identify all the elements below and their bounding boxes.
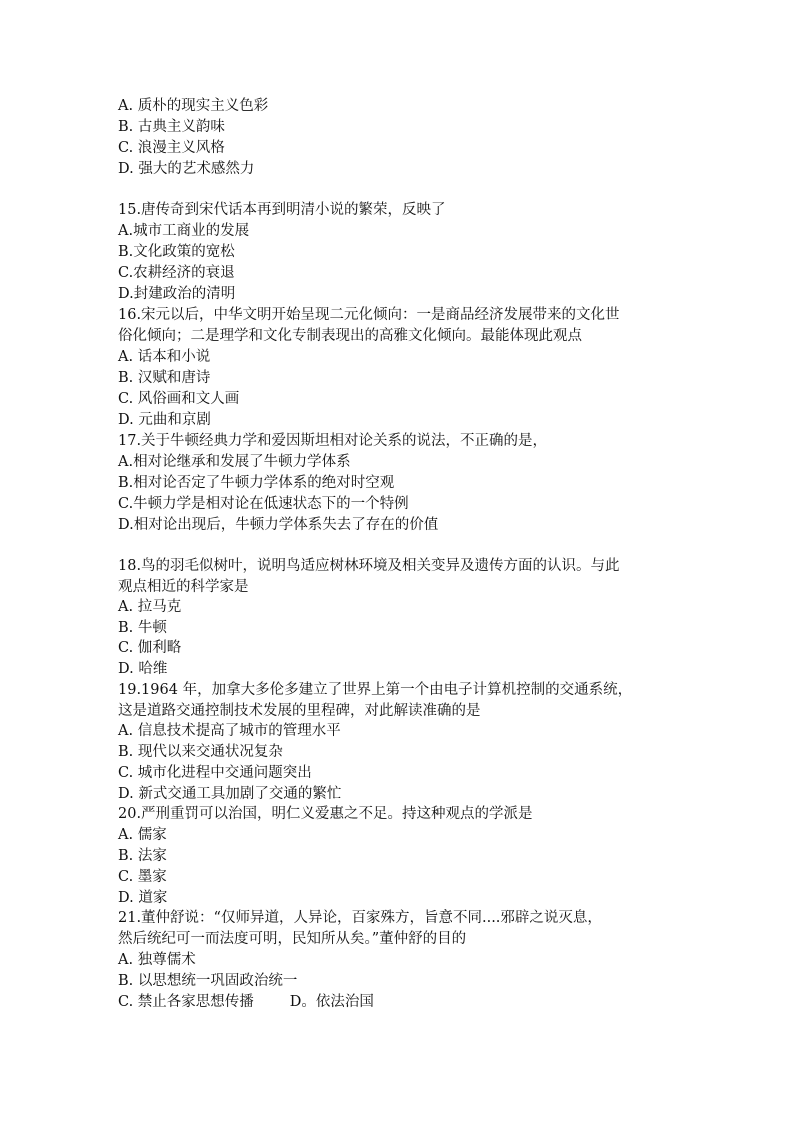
q16-option-b: B. 汉赋和唐诗 [118, 370, 211, 386]
q21-stem-line1: 21.董仲舒说：“仅师异道，人异论，百家殊方，旨意不同....邪辟之说灭息， [118, 910, 602, 926]
q19-option-a: A. 信息技术提高了城市的管理水平 [118, 723, 341, 739]
q21-option-b: B. 以思想统一巩固政治统一 [118, 973, 298, 989]
q18-option-c: C. 伽利略 [118, 640, 182, 656]
q20-option-d: D. 道家 [118, 890, 168, 906]
q21-option-a: A. 独尊儒术 [118, 952, 196, 968]
q18-stem-line2: 观点相近的科学家是 [118, 579, 249, 595]
q15-option-c: C.农耕经济的衰退 [118, 265, 235, 281]
q17-option-a: A.相对论继承和发展了牛顿力学体系 [118, 454, 351, 470]
q16-option-a: A. 话本和小说 [118, 349, 211, 365]
q19-option-c: C. 城市化进程中交通问题突出 [118, 765, 312, 781]
q16-stem-line2: 俗化倾向；二是理学和文化专制表现出的高雅文化倾向。最能体现此观点 [118, 328, 582, 344]
q14-option-d: D. 强大的艺术感然力 [118, 161, 255, 177]
q20-stem: 20.严刑重罚可以治国，明仁义爱惠之不足。持这种观点的学派是 [118, 806, 533, 822]
q18-stem-line1: 18.鸟的羽毛似树叶，说明鸟适应树林环境及相关变异及遗传方面的认识。与此 [118, 558, 620, 574]
q15-option-d: D.封建政治的清明 [118, 286, 236, 302]
q19-stem-line2: 这是道路交通控制技术发展的里程碑，对此解读准确的是 [118, 703, 481, 719]
q17-option-d: D.相对论出现后，牛顿力学体系失去了存在的价值 [118, 517, 439, 533]
q16-option-c: C. 风俗画和文人画 [118, 391, 240, 407]
q16-option-d: D. 元曲和京剧 [118, 412, 211, 428]
q14-option-b: B. 古典主义韵味 [118, 119, 225, 135]
q14-option-c: C. 浪漫主义风格 [118, 140, 225, 156]
q21-option-c: C. 禁止各家思想传播 [118, 994, 254, 1010]
q18-option-a: A. 拉马克 [118, 599, 182, 615]
q18-option-b: B. 牛顿 [118, 620, 167, 636]
q20-option-b: B. 法家 [118, 848, 167, 864]
q15-option-b: B.文化政策的宽松 [118, 244, 235, 260]
q16-stem-line1: 16.宋元以后，中华文明开始呈现二元化倾向：一是商品经济发展带来的文化世 [118, 307, 620, 323]
q20-option-c: C. 墨家 [118, 869, 167, 885]
q19-option-b: B. 现代以来交通状况复杂 [118, 744, 283, 760]
q17-stem: 17.关于牛顿经典力学和爱因斯坦相对论关系的说法，不正确的是， [118, 433, 548, 449]
q21-options-cd-row [118, 992, 374, 1012]
q17-option-c: C.牛顿力学是相对论在低速状态下的一个特例 [118, 496, 409, 512]
q15-stem: 15.唐传奇到宋代话本再到明清小说的繁荣，反映了 [118, 202, 446, 218]
q19-option-d: D. 新式交通工具加剧了交通的繁忙 [118, 786, 342, 802]
q15-option-a: A.城市工商业的发展 [118, 223, 250, 239]
q21-option-d: D。依法治国 [289, 994, 374, 1010]
q19-stem-line1: 19.1964 年，加拿大多伦多建立了世界上第一个由电子计算机控制的交通系统， [118, 682, 633, 698]
q17-option-b: B.相对论否定了牛顿力学体系的绝对时空观 [118, 475, 395, 491]
q20-option-a: A. 儒家 [118, 827, 167, 843]
q18-option-d: D. 哈维 [118, 661, 168, 677]
q14-option-a: A. 质朴的现实主义色彩 [118, 98, 269, 114]
q21-stem-line2: 然后统纪可一而法度可明，民知所从矣。”董仲舒的目的 [118, 931, 467, 947]
